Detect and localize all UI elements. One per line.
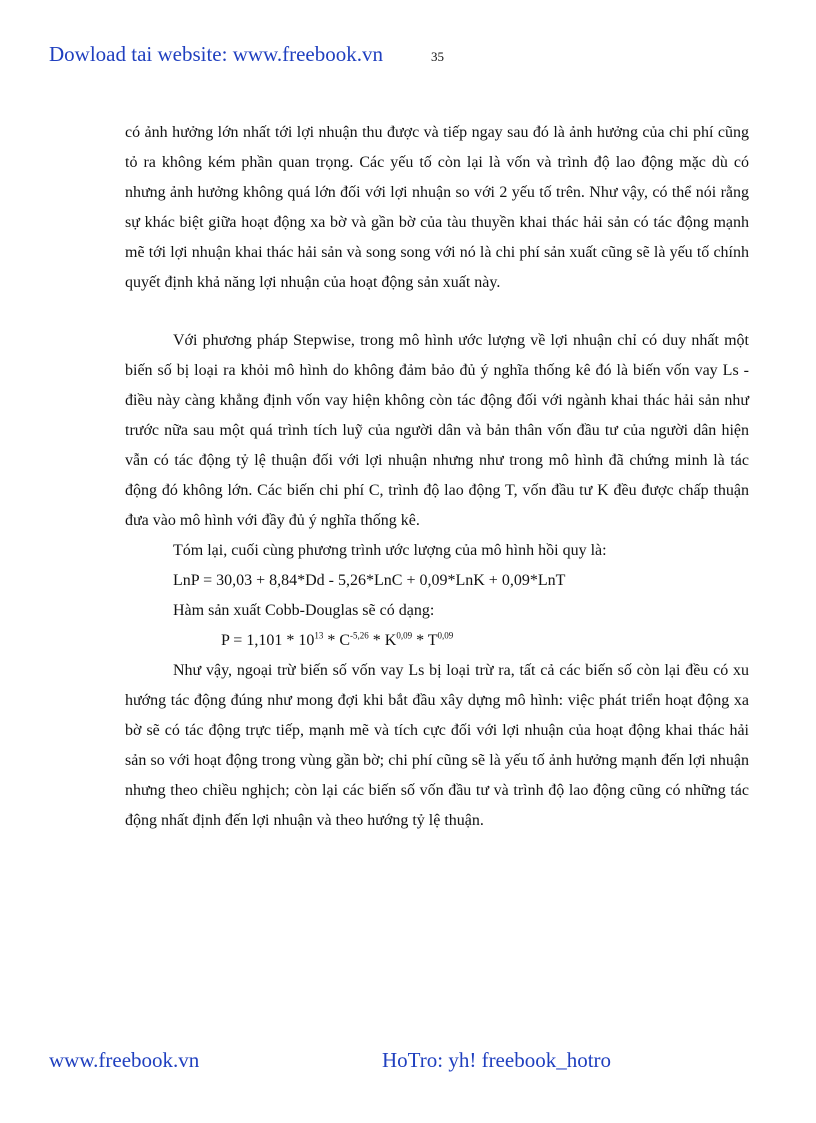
paragraph-2: Với phương pháp Stepwise, trong mô hình ước lượng về lợi nhuận chỉ có duy nhất một biến số bị loại ra khỏi mô hình do không đảm bảo đủ ý nghĩa thống kê đó là biến vốn vay Ls - điều này càng khẳng định vốn vay hiện không còn tác động đối với ngành khai thác hải sản như trước nữa sau một quá trình tích luỹ của người dân và bản thân vốn đầu tư của người dân hiện vẫn có tác động tỷ lệ thuận đối với lợi nhuận nhưng như trong mô hình đã chứng minh là tác động đó không lớn. Các biến chi phí C, trình độ lao động T, vốn đầu tư K đều được chấp thuận đưa vào mô hình với đầy đủ ý nghĩa thống kê. [125,332,749,529]
document-body [125,118,749,836]
footer-support-link[interactable]: HoTro: yh! freebook_hotro [382,1048,612,1072]
eq-exponent-1: 13 [314,630,324,641]
eq-exponent-3: 0,09 [396,630,413,641]
eq-part-2: * C [323,632,350,649]
summary-line: Tóm lại, cuối cùng phương trình ước lượng của mô hình hồi quy là: [173,542,607,559]
paragraph-1: có ảnh hưởng lớn nhất tới lợi nhuận thu được và tiếp ngay sau đó là ảnh hưởng của chi phí cũng tỏ ra không kém phần quan trọng. Các yếu tố còn lại là vốn và trình độ lao động mặc dù có nhưng ảnh hưởng không quá lớn đối với lợi nhuận so với 2 yếu tố trên. Như vậy, có thể nói rằng sự khác biệt giữa hoạt động xa bờ và gần bờ của tàu thuyền khai thác hải sản có tác động mạnh mẽ tới lợi nhuận khai thác hải sản và song song với nó là chi phí sản xuất cũng sẽ là yếu tố chính quyết định khả năng lợi nhuận của hoạt động sản xuất này. [125,124,749,291]
header-website-link[interactable]: Dowload tai website: www.freebook.vn [49,42,383,66]
cobb-douglas-equation [125,626,749,656]
page-number: 35 [431,49,444,64]
paragraph-3: Như vậy, ngoại trừ biến số vốn vay Ls bị loại trừ ra, tất cả các biến số còn lại đều có xu hướng tác động đúng như mong đợi khi bắt đầu xây dựng mô hình: việc phát triển hoạt động xa bờ sẽ có tác động trực tiếp, mạnh mẽ và tích cực đối với lợi nhuận của hoạt động khai thác hải sản so với hoạt động trong vùng gần bờ; chi phí cũng sẽ là yếu tố ảnh hưởng mạnh đến lợi nhuận nhưng theo chiều nghịch; còn lại các biến số vốn đầu tư và trình độ lao động cũng có những tác động nhất định đến lợi nhuận và theo hướng tỷ lệ thuận. [125,662,749,829]
eq-part-1: P = 1,101 * 10 [221,632,315,649]
cobb-douglas-intro: Hàm sản xuất Cobb-Douglas sẽ có dạng: [173,602,435,619]
eq-exponent-2: -5,26 [350,630,369,641]
footer-website-link[interactable]: www.freebook.vn [49,1048,200,1072]
regression-equation: LnP = 30,03 + 8,84*Dd - 5,26*LnC + 0,09*LnK + 0,09*LnT [173,572,566,589]
eq-part-4: * T [412,632,438,649]
eq-part-3: * K [368,632,397,649]
eq-exponent-4: 0,09 [437,630,454,641]
